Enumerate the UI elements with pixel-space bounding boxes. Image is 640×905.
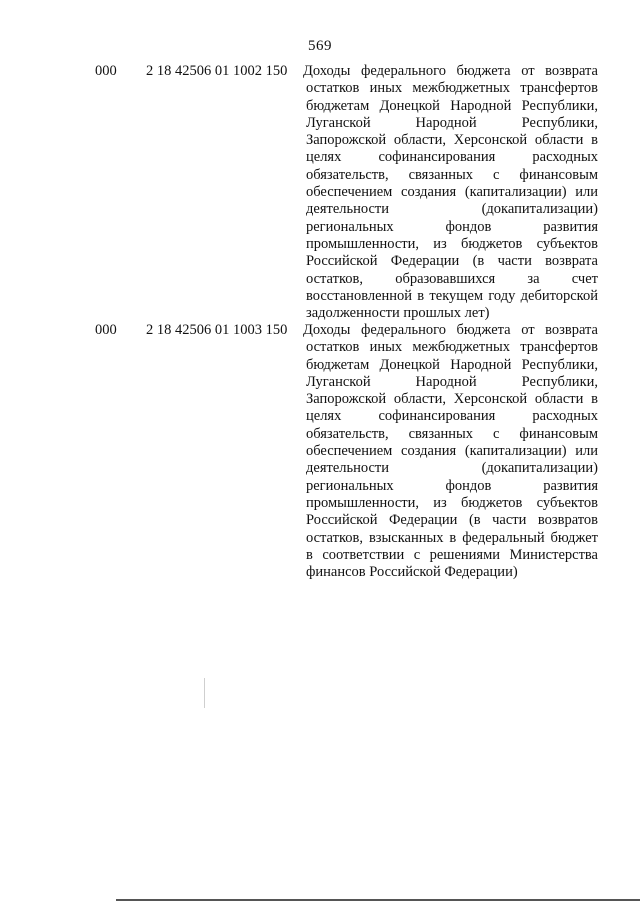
description-line: остатков иных межбюджетных трансфертов: [306, 80, 598, 97]
scan-edge-line: [116, 899, 640, 901]
description-line: деятельности (докапитализации): [306, 201, 598, 218]
description-line: Луганской Народной Республики,: [306, 373, 598, 390]
budget-classification-code: 2 18 42506 01 1003 150: [146, 322, 288, 338]
description-line: обязательств, связанных с финансовым: [306, 425, 598, 442]
scan-speck: [204, 678, 205, 708]
description-line: остатков, взысканных в федеральный бюджет: [306, 529, 598, 546]
income-description: [303, 322, 598, 581]
description-line: задолженности прошлых лет): [306, 305, 490, 322]
description-line: Запорожской области, Херсонской области в: [306, 132, 598, 149]
description-line: промышленности, из бюджетов субъектов: [306, 494, 598, 511]
description-line: региональных фондов развития: [306, 477, 598, 494]
page-number: 569: [308, 38, 332, 54]
description-line: целях софинансирования расходных: [306, 408, 598, 425]
budget-classification-code: 2 18 42506 01 1002 150: [146, 63, 288, 79]
income-description: [303, 63, 598, 322]
description-line: бюджетам Донецкой Народной Республики,: [306, 97, 598, 114]
admin-code: 000: [95, 322, 117, 338]
description-line: целях софинансирования расходных: [306, 149, 598, 166]
description-line: деятельности (докапитализации): [306, 460, 598, 477]
description-line: обязательств, связанных с финансовым: [306, 166, 598, 183]
description-line: Доходы федерального бюджета от возврата: [303, 63, 598, 79]
description-line: обеспечением создания (капитализации) или: [306, 184, 598, 201]
description-line: восстановленной в текущем году дебиторской: [306, 287, 598, 304]
description-line: остатков иных межбюджетных трансфертов: [306, 339, 598, 356]
description-line: в соответствии с решениями Министерства: [306, 546, 598, 563]
description-line: остатков, образовавшихся за счет: [306, 270, 598, 287]
description-line: Доходы федерального бюджета от возврата: [303, 322, 598, 338]
description-line: промышленности, из бюджетов субъектов: [306, 235, 598, 252]
admin-code: 000: [95, 63, 117, 79]
description-line: Российской Федерации (в части возврата: [306, 253, 598, 270]
description-line: финансов Российской Федерации): [306, 564, 518, 581]
description-line: обеспечением создания (капитализации) или: [306, 443, 598, 460]
description-line: Запорожской области, Херсонской области в: [306, 391, 598, 408]
description-line: Российской Федерации (в части возвратов: [306, 512, 598, 529]
description-line: Луганской Народной Республики,: [306, 114, 598, 131]
description-line: бюджетам Донецкой Народной Республики,: [306, 356, 598, 373]
description-line: региональных фондов развития: [306, 218, 598, 235]
